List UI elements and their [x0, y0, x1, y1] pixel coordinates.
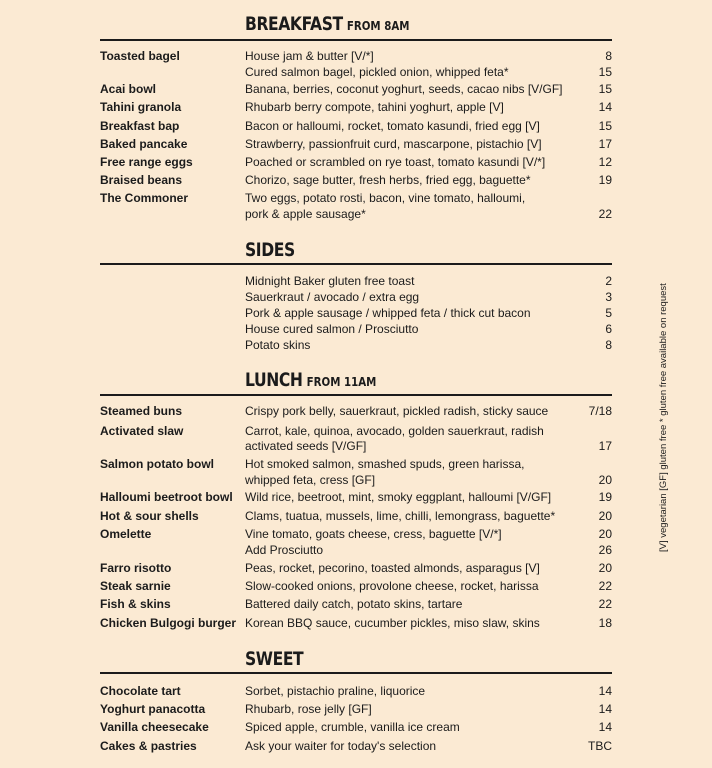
item-description: Poached or scrambled on rye toast, tomato kasundi [V/*] [245, 155, 546, 169]
item-description: Chorizo, sage butter, fresh herbs, fried egg, baguette* [245, 173, 531, 187]
item-name: Free range eggs [100, 155, 193, 169]
sweet-heading [245, 648, 303, 670]
menu-item [0, 456, 712, 472]
menu-item [0, 701, 712, 717]
item-name: Farro risotto [100, 561, 172, 575]
sides-title: SIDES [245, 239, 295, 261]
item-name: Steak sarnie [100, 579, 171, 593]
menu-item [0, 190, 712, 206]
breakfast-subtitle: FROM 8AM [346, 18, 410, 33]
menu-item [0, 472, 712, 488]
menu-item [0, 305, 712, 321]
menu-item [0, 719, 712, 735]
menu-item [0, 136, 712, 152]
sides-heading [245, 239, 295, 261]
item-name: Activated slaw [100, 424, 184, 438]
item-description: Bacon or halloumi, rocket, tomato kasundi, fried egg [V] [245, 119, 540, 133]
menu-item [0, 489, 712, 505]
item-name: Yoghurt panacotta [100, 702, 206, 716]
item-description: Rhubarb berry compote, tahini yoghurt, apple [V] [245, 100, 504, 114]
item-description: Spiced apple, crumble, vanilla ice cream [245, 720, 460, 734]
lunch-heading [245, 369, 376, 393]
item-name: Tahini granola [100, 100, 182, 114]
item-price: TBC [588, 739, 612, 753]
item-price: 20 [598, 561, 612, 575]
item-description: Midnight Baker gluten free toast [245, 274, 415, 288]
item-description: Sauerkraut / avocado / extra egg [245, 290, 420, 304]
menu-item [0, 154, 712, 170]
item-name: Breakfast bap [100, 119, 180, 133]
menu-item [0, 321, 712, 337]
item-price: 7/18 [588, 404, 612, 418]
item-description: House jam & butter [V/*] [245, 49, 374, 63]
sweet-title: SWEET [245, 648, 304, 670]
item-price: 8 [605, 49, 612, 63]
breakfast-title: BREAKFAST [245, 13, 343, 35]
item-description: Vine tomato, goats cheese, cress, baguette [V/*] [245, 527, 502, 541]
sides-rule [100, 263, 612, 265]
item-name: Toasted bagel [100, 49, 180, 63]
menu-item [0, 118, 712, 134]
item-name: Omelette [100, 527, 152, 541]
item-name: Fish & skins [100, 597, 171, 611]
item-name: Salmon potato bowl [100, 457, 214, 471]
item-price: 15 [598, 65, 612, 79]
item-price: 22 [598, 597, 612, 611]
item-description: Crispy pork belly, sauerkraut, pickled radish, sticky sauce [245, 404, 549, 418]
menu-item [0, 289, 712, 305]
menu-item [0, 64, 712, 80]
menu-item [0, 403, 712, 419]
sweet-rule [100, 672, 612, 674]
item-price: 5 [605, 306, 612, 320]
menu-item [0, 337, 712, 353]
item-price: 19 [598, 173, 612, 187]
item-price: 14 [598, 684, 612, 698]
menu-item [0, 560, 712, 576]
item-price: 18 [598, 616, 612, 630]
item-description: Rhubarb, rose jelly [GF] [245, 702, 372, 716]
menu-item [0, 48, 712, 64]
dietary-legend: [V] vegetarian [GF] gluten free * gluten free available on request [658, 283, 669, 552]
item-price: 14 [598, 100, 612, 114]
item-price: 2 [605, 274, 612, 288]
lunch-subtitle: FROM 11AM [306, 374, 377, 389]
item-name: Vanilla cheesecake [100, 720, 209, 734]
item-name: The Commoner [100, 191, 189, 205]
item-price: 20 [598, 473, 612, 487]
item-price: 14 [598, 720, 612, 734]
breakfast-heading [245, 13, 409, 37]
item-description: Cured salmon bagel, pickled onion, whipped feta* [245, 65, 509, 79]
menu-item [0, 81, 712, 97]
menu-item [0, 596, 712, 612]
menu-item [0, 423, 712, 439]
item-description: Slow-cooked onions, provolone cheese, rocket, harissa [245, 579, 539, 593]
item-price: 22 [598, 579, 612, 593]
item-description: Add Prosciutto [245, 543, 324, 557]
item-name: Halloumi beetroot bowl [100, 490, 233, 504]
item-description: Peas, rocket, pecorino, toasted almonds, asparagus [V] [245, 561, 540, 575]
item-description: House cured salmon / Prosciutto [245, 322, 419, 336]
item-price: 19 [598, 490, 612, 504]
item-description: Pork & apple sausage / whipped feta / thick cut bacon [245, 306, 531, 320]
item-description: Potato skins [245, 338, 311, 352]
menu-item [0, 615, 712, 631]
item-description: Hot smoked salmon, smashed spuds, green harissa, [245, 457, 525, 471]
item-price: 6 [605, 322, 612, 336]
item-price: 22 [598, 207, 612, 221]
item-price: 20 [598, 527, 612, 541]
item-description: Strawberry, passionfruit curd, mascarpone, pistachio [V] [245, 137, 542, 151]
item-description: pork & apple sausage* [245, 207, 366, 221]
menu-item [0, 206, 712, 222]
lunch-rule [100, 394, 612, 396]
item-description: activated seeds [V/GF] [245, 439, 367, 453]
item-name: Acai bowl [100, 82, 157, 96]
item-description: Clams, tuatua, mussels, lime, chilli, lemongrass, baguette* [245, 509, 556, 523]
menu-item [0, 542, 712, 558]
item-price: 8 [605, 338, 612, 352]
item-name: Braised beans [100, 173, 183, 187]
menu-item [0, 578, 712, 594]
menu-item [0, 99, 712, 115]
item-description: Ask your waiter for today's selection [245, 739, 437, 753]
breakfast-rule [100, 39, 612, 41]
item-price: 17 [598, 439, 612, 453]
item-description: Battered daily catch, potato skins, tartare [245, 597, 463, 611]
menu-item [0, 526, 712, 542]
item-description: whipped feta, cress [GF] [245, 473, 376, 487]
item-price: 17 [598, 137, 612, 151]
menu-item [0, 508, 712, 524]
lunch-title: LUNCH [245, 369, 303, 391]
item-name: Hot & sour shells [100, 509, 199, 523]
menu-item [0, 273, 712, 289]
menu-item [0, 738, 712, 754]
item-description: Korean BBQ sauce, cucumber pickles, miso slaw, skins [245, 616, 540, 630]
item-name: Chicken Bulgogi burger [100, 616, 237, 630]
item-name: Steamed buns [100, 404, 183, 418]
item-description: Banana, berries, coconut yoghurt, seeds, cacao nibs [V/GF] [245, 82, 563, 96]
menu-item [0, 172, 712, 188]
item-price: 15 [598, 119, 612, 133]
item-description: Two eggs, potato rosti, bacon, vine tomato, halloumi, [245, 191, 526, 205]
item-name: Chocolate tart [100, 684, 181, 698]
item-price: 20 [598, 509, 612, 523]
item-description: Sorbet, pistachio praline, liquorice [245, 684, 426, 698]
menu-item [0, 683, 712, 699]
item-price: 26 [598, 543, 612, 557]
item-description: Wild rice, beetroot, mint, smoky eggplant, halloumi [V/GF] [245, 490, 552, 504]
menu-item [0, 438, 712, 454]
item-price: 15 [598, 82, 612, 96]
item-price: 12 [598, 155, 612, 169]
item-description: Carrot, kale, quinoa, avocado, golden sauerkraut, radish [245, 424, 544, 438]
item-name: Baked pancake [100, 137, 188, 151]
item-price: 14 [598, 702, 612, 716]
item-name: Cakes & pastries [100, 739, 197, 753]
item-price: 3 [605, 290, 612, 304]
